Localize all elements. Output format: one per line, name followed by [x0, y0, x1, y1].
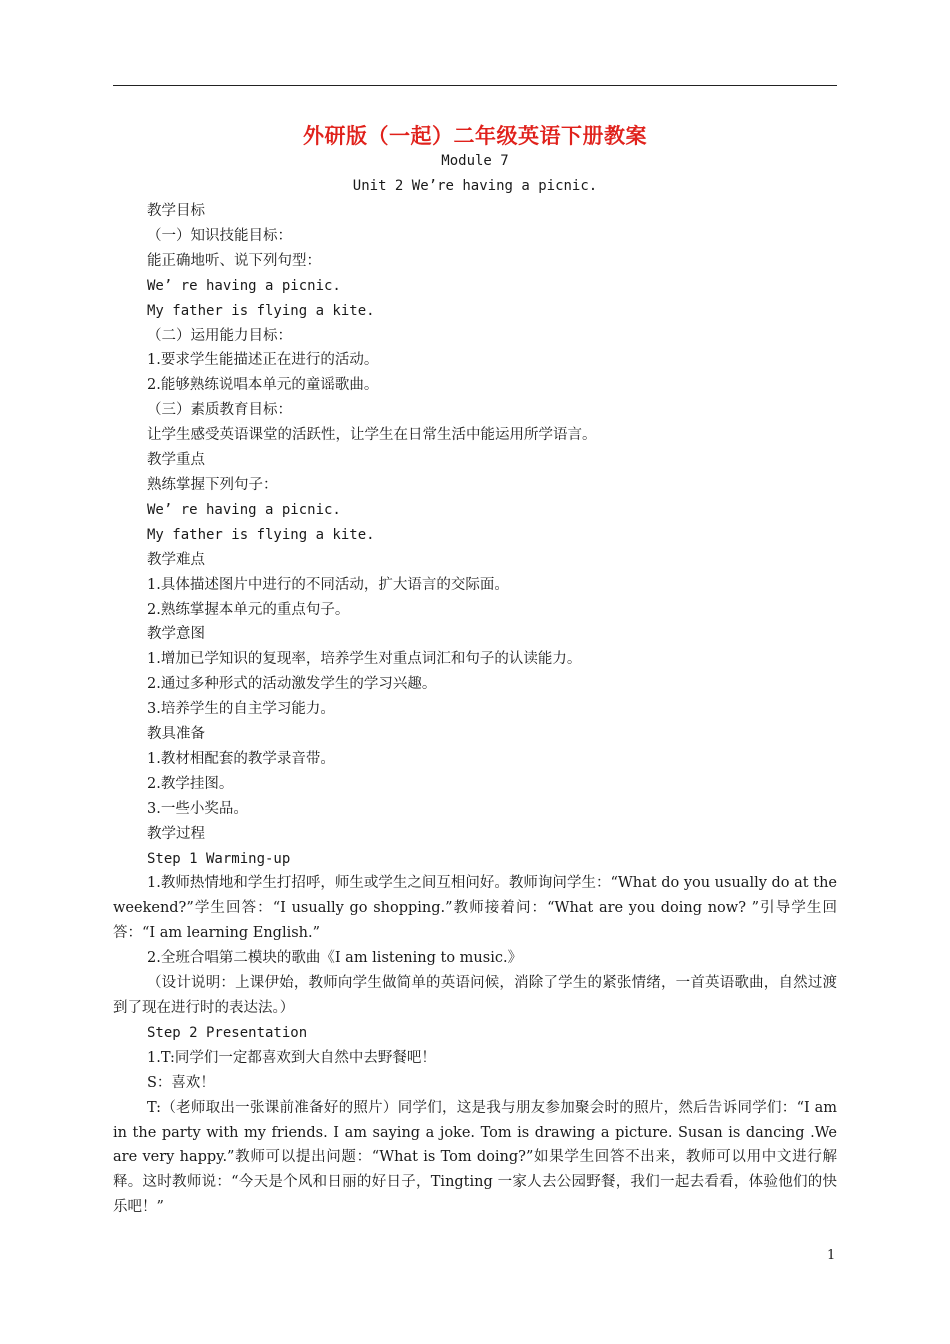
list-item: 2.通过多种形式的活动激发学生的学习兴趣。 [147, 676, 437, 693]
step-heading-presentation: Step 2 Presentation [147, 1024, 308, 1041]
lesson-plan-body [113, 199, 837, 1220]
paragraph-warmup: 1.教师热情地和学生打招呼，师生或学生之间互相问好。教师询问学生：“What do you usually do at the weekend?”学生回答：“I usually go shopping.”教师接着问：“What are you doing now? ”引导学生回答：“I am learning English.” [113, 875, 837, 942]
example-sentence: We’ re having a picnic. [147, 277, 341, 294]
module-heading: Module 7 [441, 153, 509, 169]
text-line: 让学生感受英语课堂的活跃性，让学生在日常生活中能运用所学语言。 [147, 427, 597, 444]
text-line: 熟练掌握下列句子： [147, 476, 278, 493]
list-item: 2.熟练掌握本单元的重点句子。 [147, 601, 350, 618]
list-item: 2.教学挂图。 [147, 775, 234, 792]
list-item: 1.要求学生能描述正在进行的活动。 [147, 352, 379, 369]
example-sentence: My father is flying a kite. [147, 302, 375, 319]
section-heading-process: 教学过程 [147, 825, 205, 842]
step-heading-warmup: Step 1 Warming-up [147, 850, 291, 867]
section-heading-materials: 教具准备 [147, 726, 205, 743]
text-line: 能正确地听、说下列句型： [147, 252, 321, 269]
section-heading-objectives: 教学目标 [147, 203, 205, 219]
page-number: 1 [827, 1248, 836, 1263]
header-rule [113, 85, 837, 86]
list-item: 1.具体描述图片中进行的不同活动，扩大语言的交际面。 [147, 576, 509, 593]
list-item: 1.教材相配套的教学录音带。 [147, 750, 335, 767]
sub-heading-ability: （二）运用能力目标： [147, 327, 292, 344]
list-item: 2.能够熟练说唱本单元的童谣歌曲。 [147, 377, 379, 394]
section-heading-difficulties: 教学难点 [147, 551, 205, 568]
list-item: 1.增加已学知识的复现率，培养学生对重点词汇和句子的认读能力。 [147, 651, 582, 668]
sub-heading-knowledge: （一）知识技能目标： [147, 227, 292, 244]
example-sentence: We’ re having a picnic. [147, 501, 341, 518]
paragraph-design-note: （设计说明：上课伊始，教师向学生做简单的英语问候，消除了学生的紧张情绪，一首英语歌曲，自然过渡到了现在进行时的表达法。） [113, 975, 837, 1016]
example-sentence: My father is flying a kite. [147, 526, 375, 543]
text-line-song: 2.全班合唱第二模块的歌曲《I am listening to music.》 [147, 950, 523, 967]
list-item: 3.一些小奖品。 [147, 800, 248, 817]
section-heading-intent: 教学意图 [147, 626, 205, 643]
list-item: 3.培养学生的自主学习能力。 [147, 701, 335, 718]
paragraph-photo: T:（老师取出一张课前准备好的照片）同学们，这是我与朋友参加聚会时的照片，然后告诉同学们：“I am in the party with my friends. I am saying a joke. Tom is drawing a picture. Susan is dancing .We are very happy.”教师可以提出问题：“What is Tom doing?”如果学生回答不出来，教师可以用中文进行解释。这时教师说：“今天是个风和日丽的好日子，Tingting 一家人去公园野餐，我们一起去看看，体验他们的快乐吧！” [113, 1099, 837, 1216]
unit-heading: Unit 2 We’re having a picnic. [352, 178, 598, 194]
text-line-teacher: 1.T:同学们一定都喜欢到大自然中去野餐吧！ [147, 1049, 436, 1066]
section-heading-key-points: 教学重点 [147, 452, 205, 469]
text-line-students: S：喜欢！ [147, 1074, 215, 1091]
sub-heading-quality: （三）素质教育目标： [147, 402, 292, 419]
document-title: 外研版（一起）二年级英语下册教案 [303, 124, 647, 148]
